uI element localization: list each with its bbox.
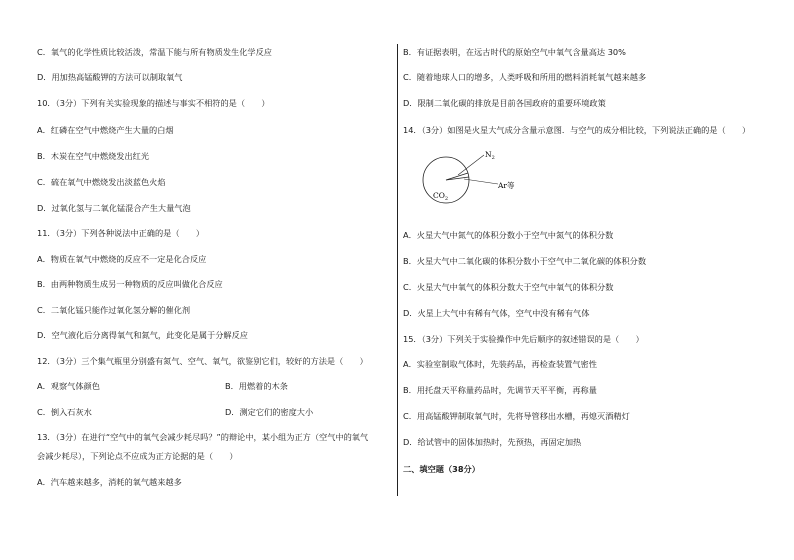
- column-divider: [397, 44, 398, 496]
- question-12-stem: 12．（3分）三个集气瓶里分别盛有氮气、空气、氧气，欲鉴别它们，较好的方法是（ ）: [37, 356, 368, 366]
- question-line: C．二氧化锰只能作过氧化氢分解的催化剂: [37, 305, 191, 315]
- question-line: D．空气液化后分离得氧气和氮气，此变化是属于分解反应: [37, 330, 248, 340]
- question-line: B．木炭在空气中燃烧发出红光: [37, 151, 150, 161]
- section-heading: 二、填空题（38分）: [403, 464, 480, 474]
- question-15-stem: 15．（3分）下列关于实验操作中先后顺序的叙述错误的是（ ）: [403, 334, 644, 344]
- question-line: B．火星大气中二氧化碳的体积分数小于空气中二氧化碳的体积分数: [403, 256, 647, 266]
- question-line: A．汽车越来越多，消耗的氧气越来越多: [37, 477, 182, 487]
- question-line: B．有证据表明，在远古时代的原始空气中氧气含量高达 30%: [403, 47, 626, 57]
- question-line: A．物质在氧气中燃烧的反应不一定是化合反应: [37, 254, 207, 264]
- question-line: D．限制二氧化碳的排放是目前各国政府的重要环境政策: [403, 98, 606, 108]
- co2-label: $CO_2$: [433, 191, 449, 202]
- question-line: A．实验室制取气体时，先装药品，再检查装置气密性: [403, 359, 597, 369]
- question-line: C．氧气的化学性质比较活泼，常温下能与所有物质发生化学反应: [37, 47, 272, 57]
- question-line: 会减少耗尽），下列论点不应成为正方论据的是（ ）: [37, 451, 238, 461]
- q12-option-b: B．用燃着的木条: [225, 381, 288, 391]
- question-10-stem: 10．（3分）下列有关实验现象的描述与事实不相符的是（ ）: [37, 98, 270, 108]
- question-line: C．硫在氧气中燃烧发出淡蓝色火焰: [37, 177, 166, 187]
- question-line: D．火星上大气中有稀有气体，空气中没有稀有气体: [403, 308, 590, 318]
- question-line: C．随着地球人口的增多，人类呼吸和所用的燃料消耗氧气越来越多: [403, 72, 647, 82]
- question-line: D．用加热高锰酸钾的方法可以制取氧气: [37, 72, 183, 82]
- question-11-stem: 11．（3分）下列各种说法中正确的是（ ）: [37, 228, 205, 238]
- question-line: D．给试管中的固体加热时，先预热，再固定加热: [403, 437, 582, 447]
- question-line: C．火星大气中氧气的体积分数大于空气中氧气的体积分数: [403, 282, 614, 292]
- ar-label: Ar等: [498, 181, 515, 190]
- question-14-stem: 14．（3分）如图是火星大气成分含量示意图．与空气的成分相比较，下列说法正确的是（ ）: [403, 125, 751, 135]
- q12-option-a: A．观察气体颜色: [37, 381, 100, 391]
- q12-option-d: D．测定它们的密度大小: [225, 407, 314, 417]
- question-line: C．用高锰酸钾制取氧气时，先将导管移出水槽，再熄灭酒精灯: [403, 411, 630, 421]
- question-line: A．红磷在空气中燃烧产生大量的白烟: [37, 125, 174, 135]
- n2-leader-line: [458, 155, 484, 175]
- question-13-stem: 13．（3分）在进行“空气中的氧气会减少耗尽吗？”的辩论中，某小组为正方（空气中的氧气: [37, 432, 369, 442]
- n2-label: $N_2$: [485, 150, 495, 161]
- question-line: B．用托盘天平称量药品时，先调节天平平衡，再称量: [403, 385, 597, 395]
- question-line: D．过氧化氢与二氧化锰混合产生大量气泡: [37, 203, 191, 213]
- q12-option-c: C．倒入石灰水: [37, 407, 92, 417]
- question-line: B．由两种物质生成另一种物质的反应叫做化合反应: [37, 279, 223, 289]
- mars-atmosphere-diagram: [418, 150, 528, 210]
- question-line: A．火星大气中氮气的体积分数小于空气中氮气的体积分数: [403, 230, 614, 240]
